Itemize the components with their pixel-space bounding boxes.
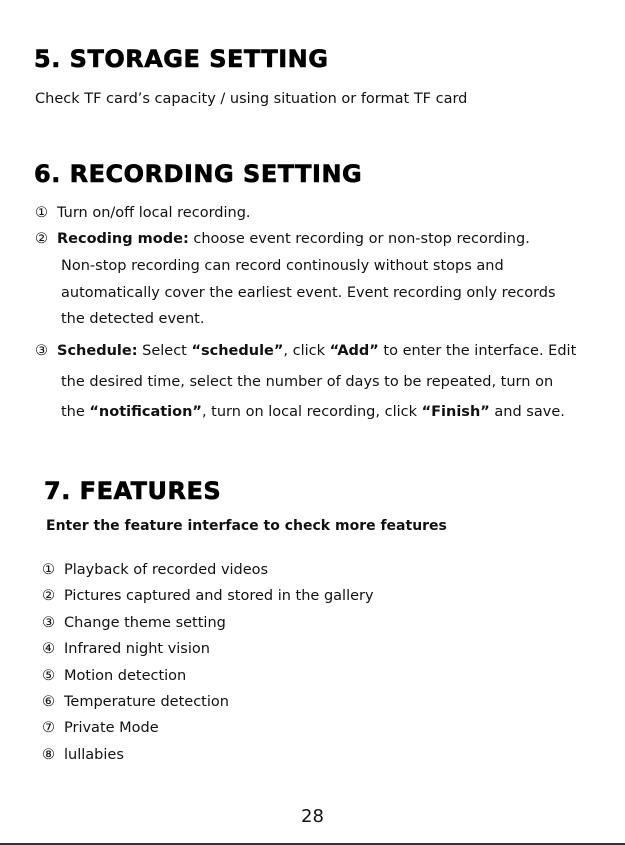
recording-item-2-text: choose event recording or non-stop recording. <box>188 231 530 247</box>
circled-number-1: ① <box>42 562 55 578</box>
add-quote: “Add” <box>329 343 379 359</box>
page-number: 28 <box>301 806 324 827</box>
recording-item-3-line2: the desired time, select the number of days to be repeated, turn on <box>61 374 554 390</box>
storage-heading: 5. STORAGE SETTING <box>34 45 329 73</box>
feature-item <box>42 587 374 605</box>
recording-item-3-text-c: to enter the interface. Edit <box>378 343 577 359</box>
notification-quote: “notification” <box>89 404 202 420</box>
circled-number-4: ④ <box>42 641 55 657</box>
circled-number-7: ⑦ <box>42 720 55 736</box>
recording-item-3 <box>35 342 576 360</box>
circled-number-3: ③ <box>35 343 48 359</box>
feature-item <box>42 614 226 632</box>
recording-item-3-text-b: , click <box>283 343 330 359</box>
feature-item <box>42 561 268 579</box>
recording-item-3-line3-b: , turn on local recording, click <box>201 404 422 420</box>
circled-number-2: ② <box>42 588 55 604</box>
recording-item-2-line4: the detected event. <box>61 311 205 327</box>
circled-number-2: ② <box>35 231 48 247</box>
recording-item-3-line3-a: the <box>61 404 90 420</box>
storage-text: Check TF card’s capacity / using situation or format TF card <box>35 91 468 107</box>
schedule-quote: “schedule” <box>191 343 284 359</box>
recording-heading: 6. RECORDING SETTING <box>34 160 363 188</box>
features-intro: Enter the feature interface to check more features <box>46 518 447 534</box>
circled-number-5: ⑤ <box>42 668 55 684</box>
circled-number-1: ① <box>35 205 48 221</box>
feature-item <box>42 640 210 658</box>
recording-item-2-line2: Non-stop recording can record continously without stops and <box>61 258 504 274</box>
recording-item-2 <box>35 230 530 248</box>
feature-item-text: Motion detection <box>64 668 187 684</box>
recording-item-1-text: Turn on/off local recording. <box>57 205 251 221</box>
recording-item-1 <box>35 204 251 222</box>
feature-item <box>42 719 159 737</box>
feature-item <box>42 693 229 711</box>
finish-quote: “Finish” <box>421 404 490 420</box>
recording-item-2-line3: automatically cover the earliest event. Event recording only records <box>61 285 556 301</box>
recording-item-3-text-a: Select <box>137 343 192 359</box>
feature-item-text: Infrared night vision <box>64 641 210 657</box>
circled-number-8: ⑧ <box>42 747 55 763</box>
feature-item-text: Pictures captured and stored in the gallery <box>64 588 374 604</box>
feature-item-text: Private Mode <box>64 720 159 736</box>
recording-item-3-line3 <box>61 403 565 421</box>
feature-item-text: Change theme setting <box>64 615 226 631</box>
circled-number-6: ⑥ <box>42 694 55 710</box>
feature-item-text: Playback of recorded videos <box>64 562 269 578</box>
recording-item-3-line3-c: and save. <box>489 404 565 420</box>
circled-number-3: ③ <box>42 615 55 631</box>
feature-item <box>42 667 186 685</box>
features-heading: 7. FEATURES <box>44 477 222 505</box>
feature-item-text: Temperature detection <box>64 694 229 710</box>
recording-mode-label: Recoding mode: <box>57 231 189 247</box>
feature-item <box>42 746 124 764</box>
feature-item-text: lullabies <box>64 747 124 763</box>
schedule-label: Schedule: <box>57 343 138 359</box>
